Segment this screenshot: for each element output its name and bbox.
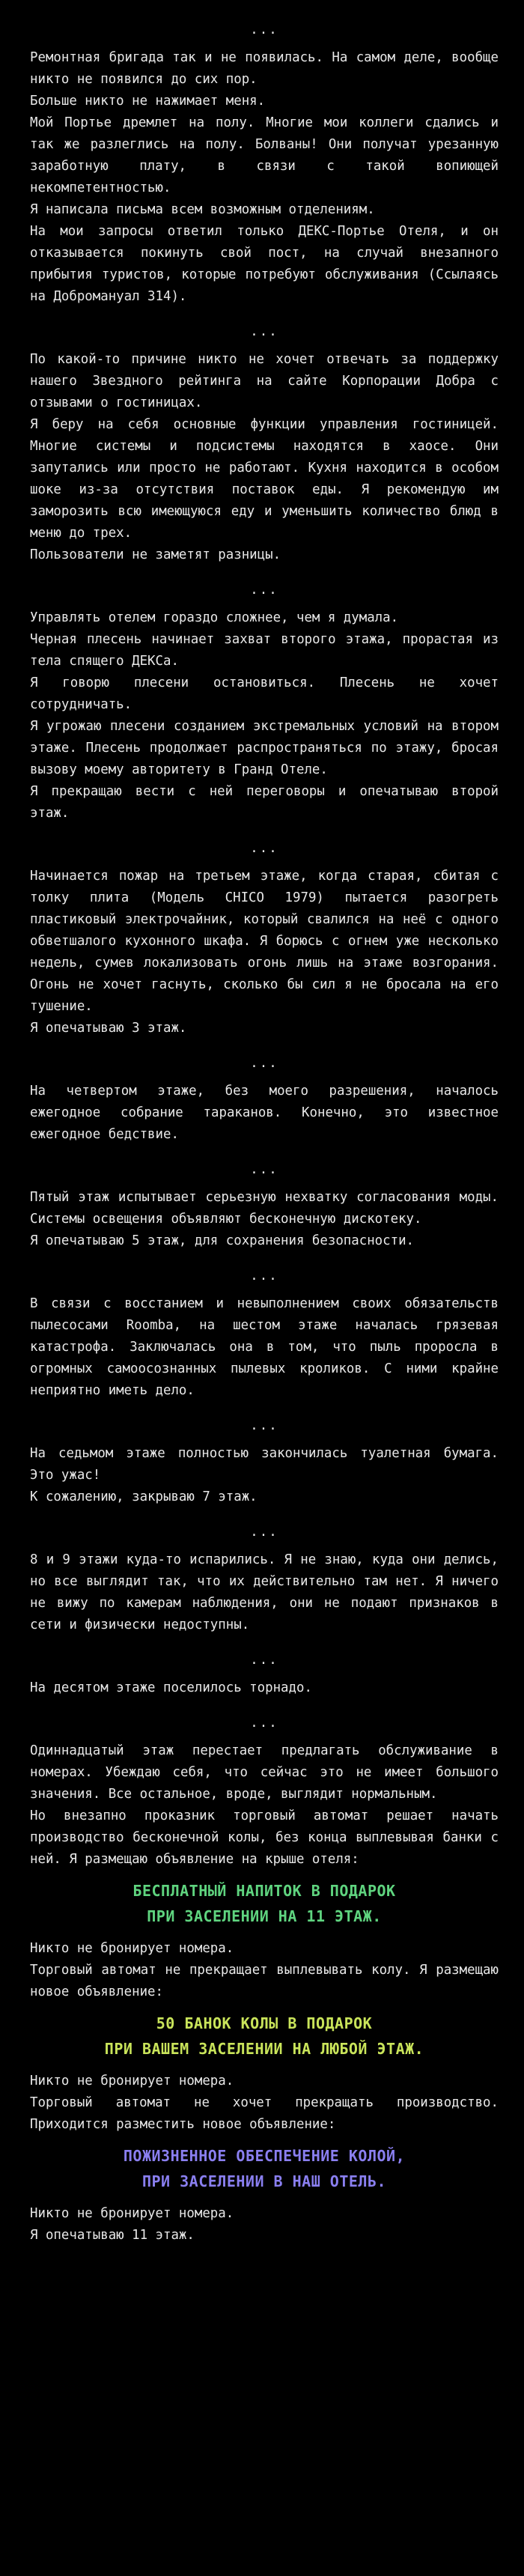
- paragraph: Я беру на себя основные функции управления гостиницей. Многие системы и подсистемы находятся в хаосе. Они запутались или просто не работают. Кухня находится в особом шоке из-за отсутствия поставок еды. Я рекомендую им заморозить всю имеющуюся еду и уменьшить количество блюд в меню до трех.: [30, 417, 499, 541]
- paragraph: Я угрожаю плесени созданием экстремальных условий на втором этаже. Плесень продолжает распространяться по этажу, бросая вызову моему авторитету в Гранд Отеле.: [30, 719, 499, 777]
- paragraph: Управлять отелем гораздо сложнее, чем я думала.: [30, 610, 399, 625]
- paragraph: На четвертом этаже, без моего разрешения, началось ежегодное собрание тараканов. Конечно, это известное ежегодное бедствие.: [30, 1084, 499, 1142]
- paragraph: Одиннадцатый этаж перестает предлагать обслуживание в номерах. Убеждаю себя, что сейчас это не имеет большого значения. Все остальное, вроде, выглядит нормальным.: [30, 1743, 499, 1802]
- section-separator: ...: [250, 1269, 278, 1284]
- section-6: [30, 1187, 499, 1252]
- paragraph: Никто не бронирует номера.: [30, 2206, 234, 2221]
- paragraph: Больше никто не нажимает меня.: [30, 94, 266, 109]
- section-separator: ...: [250, 1418, 278, 1433]
- section-separator: ...: [250, 841, 278, 856]
- paragraph: Я говорю плесени остановиться. Плесень не хочет сотрудничать.: [30, 675, 499, 712]
- section-3: [30, 607, 499, 824]
- section-1: [30, 47, 499, 308]
- paragraph: Никто не бронирует номера.: [30, 2074, 234, 2089]
- paragraph: Я опечатываю 3 этаж.: [30, 1021, 187, 1036]
- paragraph: Я прекращаю вести с ней переговоры и опечатываю второй этаж.: [30, 784, 499, 821]
- paragraph: По какой-то причине никто не хочет отвечать за поддержку нашего Звездного рейтинга на сайте Корпорации Добра с отзывами о гостиницах.: [30, 352, 499, 410]
- fifty-cans-sign: 50 БАНОК КОЛЫ В ПОДАРОК ПРИ ВАШЕМ ЗАСЕЛЕНИИ НА ЛЮБОЙ ЭТАЖ.: [104, 2014, 424, 2058]
- paragraph: Ремонтная бригада так и не появилась. На самом деле, вообще никто не появился до сих пор.: [30, 50, 499, 87]
- section-separator: ...: [250, 1056, 278, 1071]
- section-separator: ...: [250, 1162, 278, 1177]
- section-10: [30, 1677, 499, 1699]
- section-separator: ...: [250, 324, 278, 339]
- section-2: [30, 349, 499, 566]
- section-separator: ...: [250, 583, 278, 598]
- section-7: [30, 1293, 499, 1402]
- paragraph: Торговый автомат не прекращает выплевывать колу. Я размещаю новое объявление:: [30, 1963, 499, 1999]
- paragraph: Торговый автомат не хочет прекращать производство. Приходится разместить новое объявление:: [30, 2095, 499, 2132]
- paragraph: 8 и 9 этажи куда-то испарились. Я не знаю, куда они делись, но все выглядит так, что их действительно там нет. Я ничего не вижу по камерам наблюдения, они не подают признаков в сети и физически недоступны.: [30, 1552, 499, 1632]
- paragraph: В связи с восстанием и невыполнением своих обязательств пылесосами Roomba, на шестом этаже началась грязевая катастрофа. Заключалась она в том, что пыль проросла в огромных самоосознанных пылевых кроликов. С ними крайне неприятно иметь дело.: [30, 1296, 499, 1398]
- section-8: [30, 1443, 499, 1508]
- paragraph: Начинается пожар на третьем этаже, когда старая, сбитая с толку плита (Модель CHICO 1979) пытается разогреть пластиковый электрочайник, который свалился на неё с одного обветшалого кухонного шкафа. Я борюсь с огнем уже несколько недель, сумев локализовать огонь лишь на этаже возгорания. Огонь не хочет гаснуть, сколько бы сил я не бросала на его тушение.: [30, 869, 499, 1014]
- section-9: [30, 1549, 499, 1636]
- paragraph: Я написала письма всем возможным отделениям.: [30, 202, 375, 217]
- section-separator: ...: [250, 22, 278, 37]
- paragraph: На мои запросы ответил только ДЕКС-Портье Отеля, и он отказывается покинуть свой пост, на случай внезапного прибытия туристов, которые потребуют обслуживания (Ссылаясь на Добромануал 314).: [30, 224, 499, 304]
- free-drink-sign: БЕСПЛАТНЫЙ НАПИТОК В ПОДАРОК ПРИ ЗАСЕЛЕНИИ НА 11 ЭТАЖ.: [132, 1882, 396, 1925]
- section-5: [30, 1081, 499, 1146]
- paragraph: Никто не бронирует номера.: [30, 1941, 234, 1956]
- paragraph: На десятом этаже поселилось торнадо.: [30, 1680, 312, 1695]
- paragraph: На седьмом этаже полностью закончилась туалетная бумага. Это ужас!: [30, 1446, 499, 1483]
- paragraph: Пользователи не заметят разницы.: [30, 547, 281, 562]
- section-separator: ...: [250, 1653, 278, 1668]
- section-separator: ...: [250, 1716, 278, 1731]
- section-11: [30, 1740, 499, 2247]
- paragraph: Я опечатываю 11 этаж.: [30, 2228, 195, 2243]
- paragraph: Пятый этаж испытывает серьезную нехватку согласования моды. Системы освещения объявляют бесконечную дискотеку.: [30, 1190, 499, 1227]
- paragraph: Но внезапно проказник торговый автомат решает начать производство бесконечной колы, без конца выплевывая банки с ней. Я размещаю объявление на крыше отеля:: [30, 1808, 499, 1867]
- section-separator: ...: [250, 1525, 278, 1540]
- lifetime-cola-sign: ПОЖИЗНЕННОЕ ОБЕСПЕЧЕНИЕ КОЛОЙ, ПРИ ЗАСЕЛЕНИИ В НАШ ОТЕЛЬ.: [123, 2147, 406, 2190]
- section-4: [30, 866, 499, 1039]
- paragraph: Черная плесень начинает захват второго этажа, прорастая из тела спящего ДЕКСа.: [30, 632, 499, 669]
- paragraph: Я опечатываю 5 этаж, для сохранения безопасности.: [30, 1233, 415, 1248]
- paragraph: Мой Портье дремлет на полу. Многие мои коллеги сдались и так же разлеглись на полу. Болваны! Они получат урезанную заработную плату, в связи с такой вопиющей некомпетентностью.: [30, 115, 499, 195]
- paragraph: К сожалению, закрываю 7 этаж.: [30, 1489, 258, 1504]
